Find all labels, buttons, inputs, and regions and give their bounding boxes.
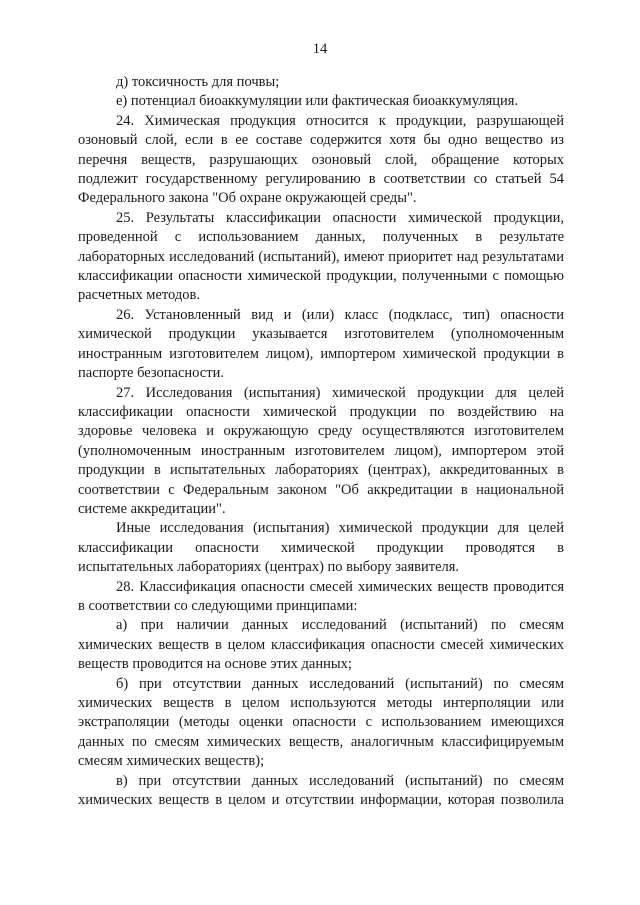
paragraph-28-v: в) при отсутствии данных исследований (испытаний) по смесям химических веществ в целом и отсутствии информации, которая позволила [78,772,564,809]
paragraph-item-e: е) потенциал биоаккумуляции или фактическая биоаккумуляция. [116,93,519,110]
paragraph-24: 24. Химическая продукция относится к продукции, разрушающей озоновый слой, если в ее составе содержится хотя бы одно вещество из перечня веществ, разрушающих озоновый слой, обращение которых подлежит государственному регулированию в соответствии со статьей 54 Федерального закона "Об охране окружающей среды". [78,112,564,207]
paragraph-27: 27. Исследования (испытания) химической продукции для целей классификации опасности химической продукции по воздействию на здоровье человека и окружающую среду осуществляются изготовителем (уполномоченным иностранным изготовителем лицом), импортером этой продукции в испытательных лабораториях (центрах), аккредитованных в соответствии с Федеральным законом "Об аккредитации в национальной системе аккредитации". [78,384,564,517]
paragraph-25: 25. Результаты классификации опасности химической продукции, проведенной с использованием данных, полученных в результате лабораторных исследований (испытаний), имеют приоритет над результатами классификации опасности химической продукции, полученными с помощью расчетных методов. [78,209,564,304]
paragraph-28-b: б) при отсутствии данных исследований (испытаний) по смесям химических веществ в целом используются методы интерполяции или экстраполяции (методы оценки опасности с использованием имеющихся данных по смесям химических веществ, аналогичным классифицируемым смесям химических веществ); [78,675,564,770]
paragraph-28-a: а) при наличии данных исследований (испытаний) по смесям химических веществ в целом классификация опасности смесей химических веществ проводится на основе этих данных; [78,617,564,673]
paragraph-27-other-tests: Иные исследования (испытания) химической продукции для целей классификации опасности химической продукции проводятся в испытательных лабораториях (центрах) по выбору заявителя. [78,520,564,576]
page-number: 14 [312,41,328,57]
document-body [78,73,564,810]
paragraph-28: 28. Классификация опасности смесей химических веществ проводится в соответствии со следующими принципами: [78,578,564,614]
paragraph-item-d: д) токсичность для почвы; [116,74,280,90]
paragraph-26: 26. Установленный вид и (или) класс (подкласс, тип) опасности химической продукции указывается изготовителем (уполномоченным иностранным изготовителем лицом), импортером химической продукции в паспорте безопасности. [78,306,564,382]
